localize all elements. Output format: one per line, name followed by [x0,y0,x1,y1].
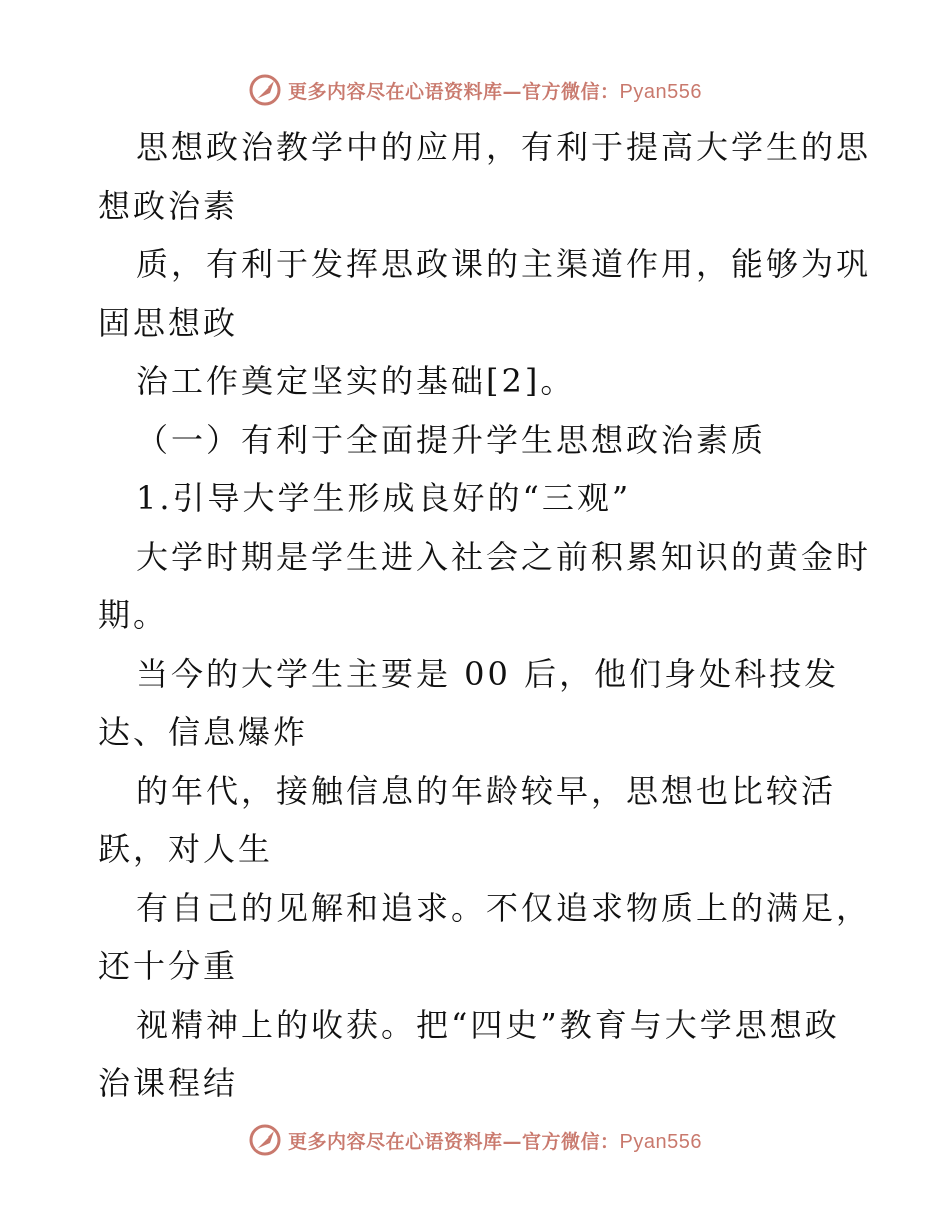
watermark-text: 更多内容尽在心语资料库—官方微信：Pyan556 [288,80,702,103]
watermark-text: 更多内容尽在心语资料库—官方微信：Pyan556 [288,1130,702,1153]
text-line: 当今的大学生主要是 00 后，他们身处科技发 [136,654,840,693]
header-watermark [0,70,950,110]
document-body [98,118,878,1113]
text-line: 大学时期是学生进入社会之前积累知识的黄金时 [136,537,872,576]
text-line: （一）有利于全面提升学生思想政治素质 [136,420,767,459]
text-line: 跃，对人生 [98,830,274,868]
text-line: 质，有利于发挥思政课的主渠道作用，能够为巩 [136,245,872,283]
quill-logo-icon [248,73,282,107]
text-line: 视精神上的收获。把“四史”教育与大学思想政 [136,1005,840,1044]
text-line: 固思想政 [98,303,239,342]
footer-watermark [0,1120,950,1160]
text-line: 1.引导大学生形成良好的“三观” [136,479,632,517]
text-line: 的年代，接触信息的年龄较早，思想也比较活 [136,771,837,810]
text-line: 还十分重 [98,947,239,985]
quill-logo-icon [248,1123,282,1157]
text-line: 期。 [98,596,169,634]
text-line: 有自己的见解和追求。不仅追求物质上的满足， [136,888,872,927]
text-line: 想政治素 [98,186,239,225]
text-line: 达、信息爆炸 [98,713,309,751]
text-line: 治工作奠定坚实的基础[2]。 [136,362,576,400]
text-line: 治课程结 [98,1064,239,1102]
text-line: 思想政治教学中的应用，有利于提高大学生的思 [136,128,872,166]
